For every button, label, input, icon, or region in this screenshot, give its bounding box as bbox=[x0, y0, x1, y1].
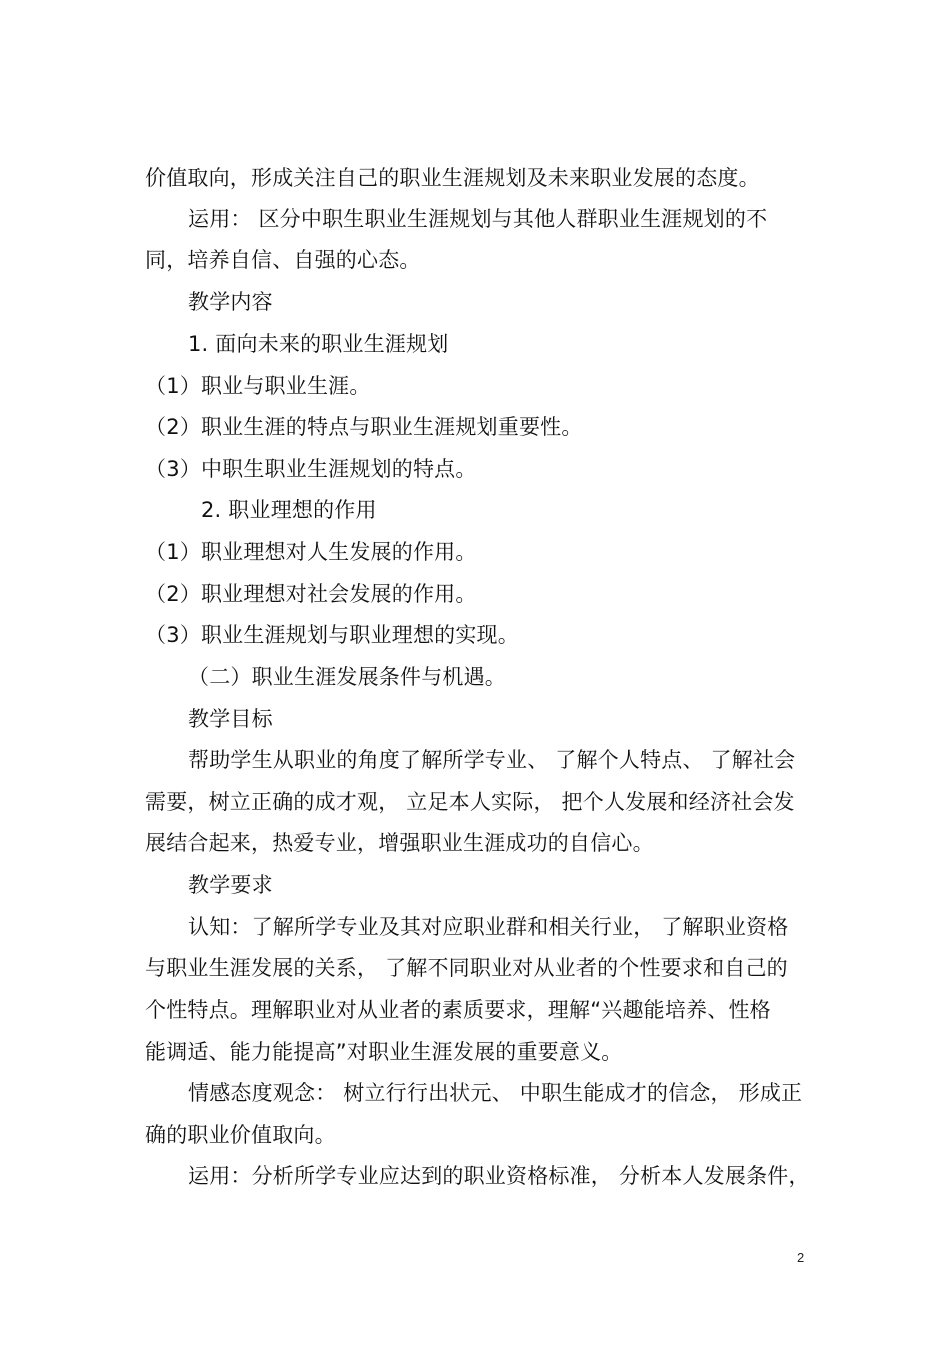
text-line-15: 帮助学生从职业的角度了解所学专业、 了解个人特点、 了解社会 bbox=[188, 748, 796, 772]
text-line-21: 个性特点。理解职业对从业者的素质要求，理解“兴趣能培养、性格 bbox=[145, 998, 771, 1022]
text-line-10: （1）职业理想对人生发展的作用。 bbox=[145, 540, 477, 564]
text-line-13: （二）职业生涯发展条件与机遇。 bbox=[188, 665, 506, 689]
text-line-22: 能调适、能力能提高”对职业生涯发展的重要意义。 bbox=[145, 1040, 623, 1064]
text-line-2: 运用： 区分中职生职业生涯规划与其他人群职业生涯规划的不 bbox=[188, 207, 768, 231]
page-number: 2 bbox=[797, 1250, 805, 1265]
text-line-24: 确的职业价值取向。 bbox=[145, 1123, 336, 1147]
text-line-7: （2）职业生涯的特点与职业生涯规划重要性。 bbox=[145, 415, 583, 439]
text-line-9: 2. 职业理想的作用 bbox=[201, 498, 377, 522]
text-line-16: 需要，树立正确的成才观， 立足本人实际， 把个人发展和经济社会发 bbox=[145, 790, 795, 814]
text-line-17: 展结合起来，热爱专业，增强职业生涯成功的自信心。 bbox=[145, 831, 654, 855]
text-line-5: 1. 面向未来的职业生涯规划 bbox=[188, 332, 449, 356]
section-heading-teaching-requirements: 教学要求 bbox=[188, 873, 273, 897]
text-line-1: 价值取向，形成关注自己的职业生涯规划及未来职业发展的态度。 bbox=[145, 166, 760, 190]
text-line-6: （1）职业与职业生涯。 bbox=[145, 374, 371, 398]
text-line-3: 同，培养自信、自强的心态。 bbox=[145, 248, 421, 272]
text-line-8: （3）中职生职业生涯规划的特点。 bbox=[145, 457, 477, 481]
text-line-25: 运用：分析所学专业应达到的职业资格标准， 分析本人发展条件， bbox=[188, 1164, 810, 1188]
text-line-23: 情感态度观念： 树立行行出状元、 中职生能成才的信念， 形成正 bbox=[188, 1081, 803, 1105]
section-heading-teaching-goals: 教学目标 bbox=[188, 707, 273, 731]
text-line-11: （2）职业理想对社会发展的作用。 bbox=[145, 582, 477, 606]
text-line-12: （3）职业生涯规划与职业理想的实现。 bbox=[145, 623, 519, 647]
text-line-19: 认知：了解所学专业及其对应职业群和相关行业， 了解职业资格 bbox=[188, 915, 789, 939]
text-line-20: 与职业生涯发展的关系， 了解不同职业对从业者的个性要求和自己的 bbox=[145, 956, 788, 980]
section-heading-teaching-content: 教学内容 bbox=[188, 290, 273, 314]
